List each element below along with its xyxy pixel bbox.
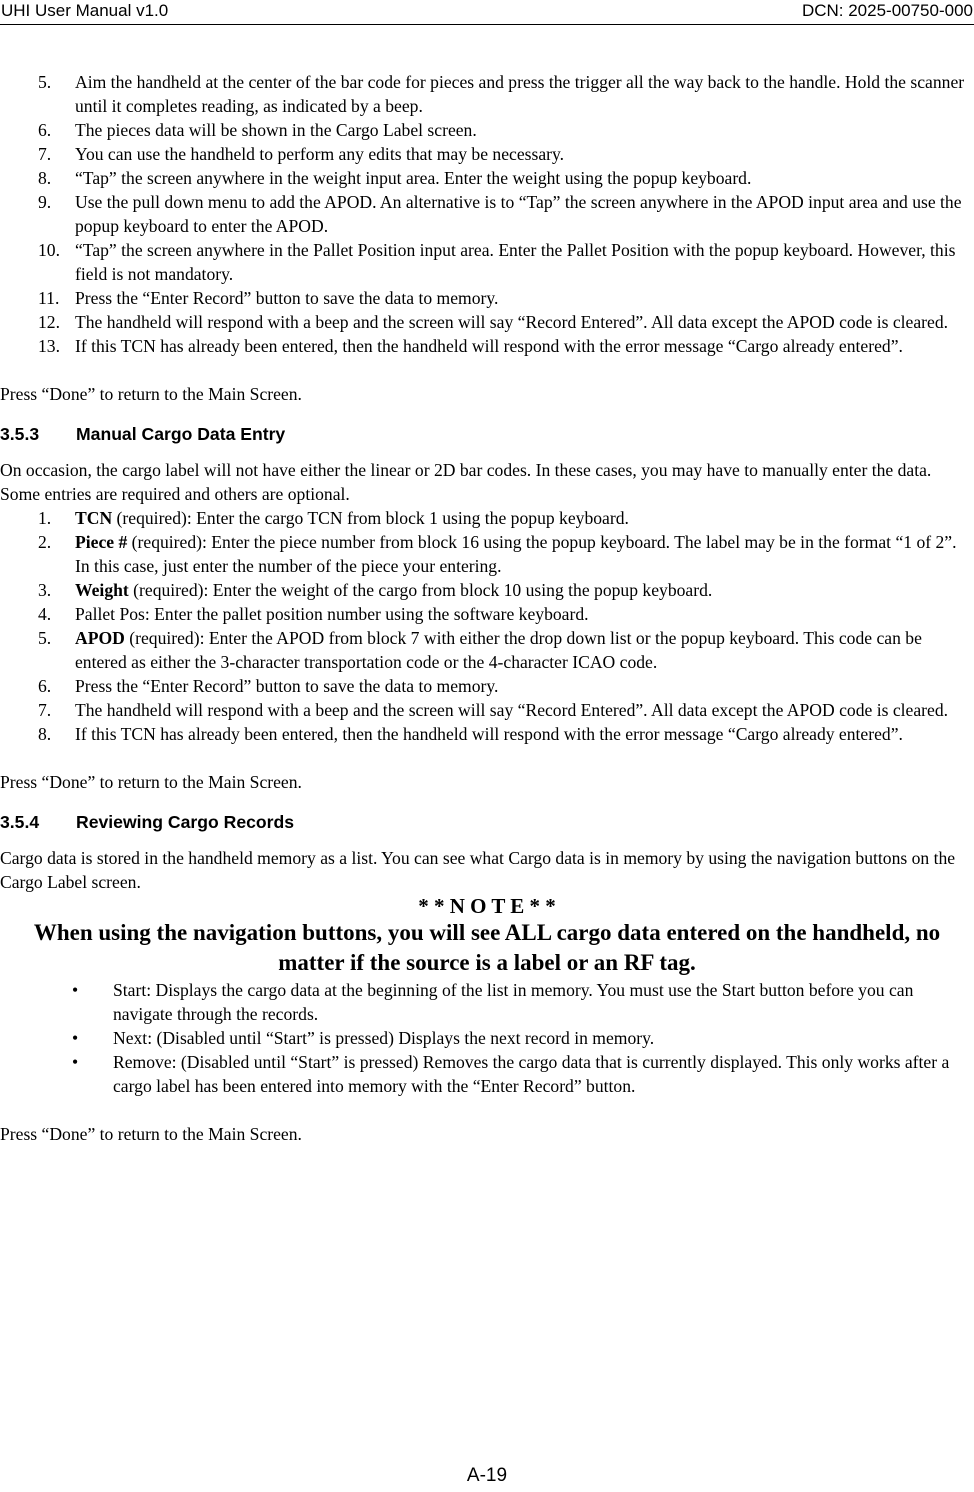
list-text: “Tap” the screen anywhere in the Pallet Position input area. Enter the Pallet Position with the popup keyboard. However, this field is not mandatory. [75, 240, 956, 284]
page-header [0, 0, 974, 25]
list-text: “Tap” the screen anywhere in the weight input area. Enter the weight using the popup keyboard. [75, 168, 752, 188]
list-number: 6. [38, 120, 52, 140]
list-item [0, 142, 974, 166]
scan-steps-list [0, 70, 974, 358]
list-item [0, 286, 974, 310]
section-title: Manual Cargo Data Entry [76, 424, 286, 444]
page-number: A-19 [466, 1465, 508, 1486]
field-name: TCN [75, 508, 113, 528]
list-text: The handheld will respond with a beep and the screen will say “Record Entered”. All data except the APOD code is cleared. [75, 312, 949, 332]
list-text: The pieces data will be shown in the Cargo Label screen. [75, 120, 477, 140]
field-name: Piece # [75, 532, 128, 552]
press-done-paragraph: Press “Done” to return to the Main Screen. [0, 1124, 302, 1144]
bullet-icon: • [72, 1052, 79, 1072]
bullet-icon: • [72, 1028, 79, 1048]
list-number: 12. [38, 312, 60, 332]
list-text: If this TCN has already been entered, then the handheld will respond with the error message “Cargo already entered”. [75, 724, 903, 744]
bullet-icon: • [72, 980, 79, 1000]
list-text: (required): Enter the piece number from block 16 using the popup keyboard. The label may be in the format “1 of 2”. In this case, just enter the number of the piece your entering. [75, 532, 957, 576]
list-text: (required): Enter the weight of the cargo from block 10 using the popup keyboard. [128, 580, 713, 600]
list-number: 2. [38, 532, 52, 552]
page-content [0, 70, 974, 1146]
list-item [0, 1050, 974, 1098]
list-item [0, 166, 974, 190]
list-item [0, 978, 974, 1026]
list-text: Next: (Disabled until “Start” is pressed) Displays the next record in memory. [113, 1028, 655, 1048]
list-text: Remove: (Disabled until “Start” is pressed) Removes the cargo data that is currently displayed. This only works after a cargo label has been entered into memory with the “Enter Record” button. [113, 1052, 950, 1096]
field-name: Weight [75, 580, 129, 600]
list-item [0, 602, 974, 626]
list-item [0, 674, 974, 698]
section-heading-3-5-4 [0, 810, 974, 834]
list-number: 1. [38, 508, 52, 528]
list-text: You can use the handheld to perform any edits that may be necessary. [75, 144, 565, 164]
list-text: Use the pull down menu to add the APOD. An alternative is to “Tap” the screen anywhere in the APOD input area and use the popup keyboard to enter the APOD. [75, 192, 962, 236]
list-item [0, 506, 974, 530]
list-number: 6. [38, 676, 52, 696]
list-number: 7. [38, 700, 52, 720]
list-number: 7. [38, 144, 52, 164]
section-number: 3.5.4 [0, 812, 40, 832]
list-number: 8. [38, 168, 52, 188]
list-text: Press the “Enter Record” button to save the data to memory. [75, 288, 499, 308]
field-name: APOD [75, 628, 125, 648]
list-item [0, 238, 974, 286]
note-body: When using the navigation buttons, you will see ALL cargo data entered on the handheld, no matter if the source is a label or an RF tag. [33, 920, 941, 975]
header-dcn: DCN: 2025-00750-000 [801, 1, 973, 20]
list-item [0, 722, 974, 746]
list-number: 9. [38, 192, 52, 212]
list-item [0, 578, 974, 602]
list-item [0, 698, 974, 722]
list-item [0, 118, 974, 142]
list-number: 8. [38, 724, 52, 744]
list-item [0, 626, 974, 674]
manual-entry-steps-list [0, 506, 974, 746]
list-number: 4. [38, 604, 52, 624]
section-intro: Cargo data is stored in the handheld memory as a list. You can see what Cargo data is in memory by using the navigation buttons on the Cargo Label screen. [0, 848, 956, 892]
list-number: 13. [38, 336, 60, 356]
section-intro: On occasion, the cargo label will not have either the linear or 2D bar codes. In these cases, you may have to manually enter the data. Some entries are required and others are optional. [0, 460, 932, 504]
list-item [0, 530, 974, 578]
list-text: (required): Enter the cargo TCN from block 1 using the popup keyboard. [112, 508, 629, 528]
list-number: 5. [38, 628, 52, 648]
note-title: * * N O T E * * [418, 894, 556, 918]
section-number: 3.5.3 [0, 424, 40, 444]
list-text: Pallet Pos: Enter the pallet position number using the software keyboard. [75, 604, 589, 624]
list-number: 3. [38, 580, 52, 600]
navigation-buttons-list [0, 978, 974, 1098]
press-done-paragraph: Press “Done” to return to the Main Screen. [0, 384, 302, 404]
list-number: 10. [38, 240, 60, 260]
list-item [0, 310, 974, 334]
header-document-title: UHI User Manual v1.0 [1, 1, 169, 20]
list-text: Aim the handheld at the center of the bar code for pieces and press the trigger all the way back to the handle. Hold the scanner until it completes reading, as indicated by a beep. [75, 72, 965, 116]
list-text: (required): Enter the APOD from block 7 with either the drop down list or the popup keyboard. This code can be entered as either the 3-character transportation code or the 4-character ICAO code. [75, 628, 922, 672]
list-text: Press the “Enter Record” button to save the data to memory. [75, 676, 499, 696]
press-done-paragraph: Press “Done” to return to the Main Screen. [0, 772, 302, 792]
section-title: Reviewing Cargo Records [76, 812, 295, 832]
list-text: The handheld will respond with a beep and the screen will say “Record Entered”. All data except the APOD code is cleared. [75, 700, 949, 720]
list-item [0, 334, 974, 358]
list-number: 5. [38, 72, 52, 92]
section-heading-3-5-3 [0, 422, 974, 446]
list-number: 11. [38, 288, 60, 308]
list-item [0, 190, 974, 238]
list-item [0, 1026, 974, 1050]
list-text: If this TCN has already been entered, then the handheld will respond with the error message “Cargo already entered”. [75, 336, 903, 356]
page-footer [0, 1465, 974, 1487]
list-item [0, 70, 974, 118]
list-text: Start: Displays the cargo data at the beginning of the list in memory. You must use the Start button before you can navigate through the records. [113, 980, 914, 1024]
